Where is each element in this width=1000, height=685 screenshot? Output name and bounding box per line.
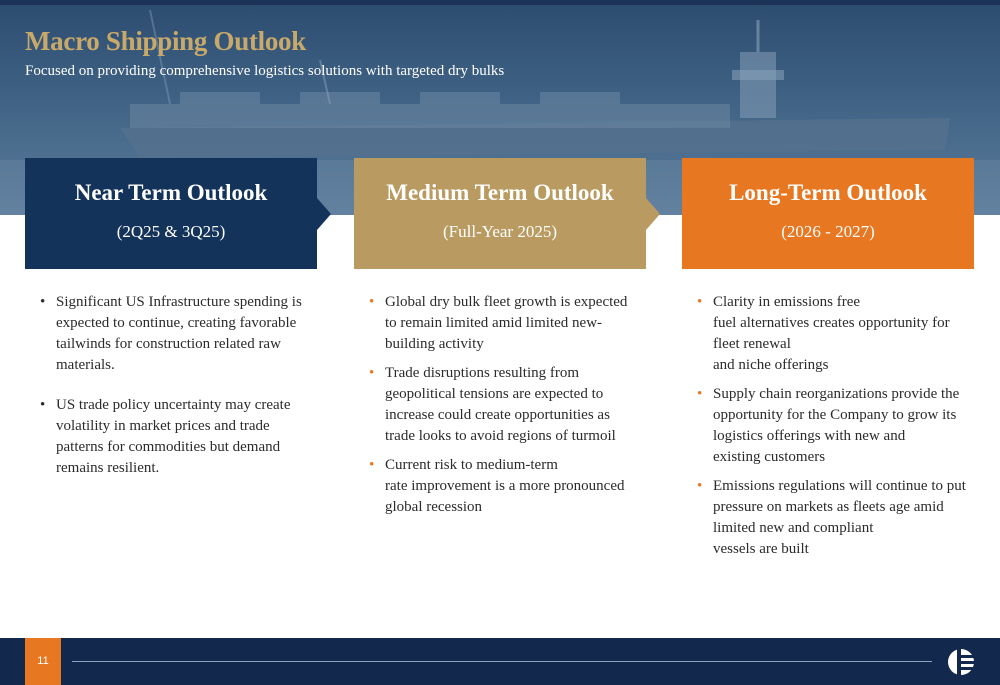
- list-item: [40, 292, 310, 376]
- bullet-text: Significant US Infrastructure spending is: [56, 294, 302, 310]
- bullet-icon: •: [697, 478, 703, 494]
- bullet-text: patterns for commodities but demand: [56, 439, 281, 455]
- bullet-text: opportunity for the Company to grow its: [713, 407, 957, 423]
- bullet-text: limited new and compliant: [713, 520, 874, 536]
- bullet-text: Trade disruptions resulting from: [385, 365, 580, 381]
- bullet-text: US trade policy uncertainty may create: [56, 397, 291, 413]
- bullet-text: Global dry bulk fleet growth is expected: [385, 294, 628, 310]
- list-item: [40, 395, 310, 479]
- long-term-card: [682, 158, 974, 269]
- list-item: [369, 363, 631, 447]
- card-title: Near Term Outlook: [74, 180, 268, 205]
- bullet-text: logistics offerings with new and: [713, 428, 906, 444]
- company-logo-icon: [946, 645, 976, 679]
- page-title: Macro Shipping Outlook: [25, 26, 306, 56]
- bullet-text: rate improvement is a more pronounced: [385, 478, 625, 494]
- list-item: [697, 476, 972, 560]
- list-item: [369, 455, 631, 518]
- bullet-text: and niche offerings: [713, 357, 829, 373]
- bullet-icon: •: [697, 294, 703, 310]
- bullet-icon: •: [40, 397, 46, 413]
- bullet-icon: •: [697, 386, 703, 402]
- bullet-icon: •: [369, 365, 375, 381]
- page-subtitle: Focused on providing comprehensive logistics solutions with targeted dry bulks: [25, 63, 505, 79]
- bullet-text: vessels are built: [713, 541, 809, 557]
- bullet-text: remains resilient.: [56, 460, 160, 476]
- bullet-text: pressure on markets as fleets age amid: [713, 499, 944, 515]
- bullet-text: materials.: [56, 357, 115, 373]
- medium-term-bullets: [369, 292, 631, 526]
- bullet-text: Clarity in emissions free: [713, 294, 861, 310]
- footer-divider: [72, 661, 932, 662]
- card-subtitle: (Full-Year 2025): [443, 222, 557, 241]
- bullet-text: building activity: [385, 336, 484, 352]
- medium-term-card: [354, 158, 646, 269]
- bullet-text: fuel alternatives creates opportunity for: [713, 315, 950, 331]
- bullet-icon: •: [40, 294, 46, 310]
- bullet-text: expected to continue, creating favorable: [56, 315, 297, 331]
- bullet-text: global recession: [385, 499, 483, 515]
- bullet-text: tailwinds for construction related raw: [56, 336, 281, 352]
- long-term-bullets: [697, 292, 972, 568]
- bullet-text: geopolitical tensions are expected to: [385, 386, 604, 402]
- bullet-icon: •: [369, 457, 375, 473]
- list-item: [697, 384, 972, 468]
- bullet-text: increase could create opportunities as: [385, 407, 610, 423]
- bullet-text: Emissions regulations will continue to put: [713, 478, 966, 494]
- card-title: Long-Term Outlook: [729, 180, 927, 205]
- near-term-card: [25, 158, 317, 269]
- bullet-icon: •: [369, 294, 375, 310]
- bullet-text: trade looks to avoid regions of turmoil: [385, 428, 616, 444]
- bullet-text: Supply chain reorganizations provide the: [713, 386, 960, 402]
- card-subtitle: (2Q25 & 3Q25): [116, 222, 226, 241]
- bullet-text: to remain limited amid limited new-: [385, 315, 603, 331]
- list-item: [369, 292, 631, 355]
- bullet-text: fleet renewal: [713, 336, 791, 352]
- chevron-right-icon: [317, 198, 331, 230]
- card-subtitle: (2026 - 2027): [781, 222, 875, 241]
- bullet-text: Current risk to medium-term: [385, 457, 558, 473]
- bullet-text: existing customers: [713, 449, 826, 465]
- chevron-right-icon: [646, 198, 660, 230]
- bullet-text: volatility in market prices and trade: [56, 418, 270, 434]
- footer: [0, 638, 1000, 685]
- list-item: [697, 292, 972, 376]
- near-term-bullets: [40, 292, 310, 498]
- card-title: Medium Term Outlook: [386, 180, 614, 205]
- page-number: 11: [25, 638, 61, 685]
